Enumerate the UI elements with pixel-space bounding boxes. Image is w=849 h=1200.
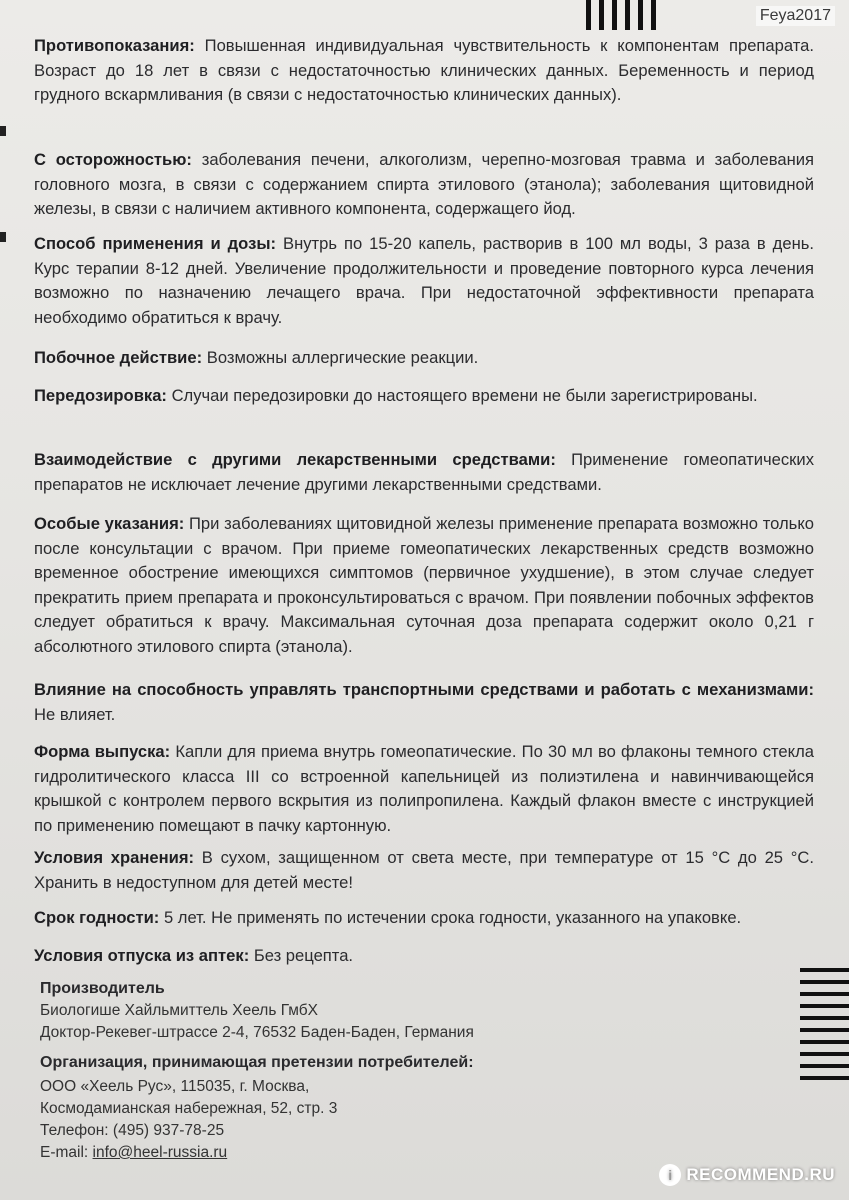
recommend-logo — [659, 1164, 835, 1186]
left-edge-mark — [0, 126, 6, 136]
recommend-logo-icon: i — [659, 1164, 681, 1186]
organization-email-line — [40, 1142, 227, 1164]
recommend-logo-text: RECOMMEND.RU — [686, 1165, 835, 1184]
organization-title: Организация, принимающая претензии потребителей: — [40, 1054, 474, 1071]
section-release-form: Форма выпуска: Капли для приема внутрь гомеопатические. По 30 мл во флаконы темного стекла гидролитического класса III со встроенной капельницей из полиэтилена и навинчивающейся крышкой с контролем первого вскрытия из полипропилена. Каждый флакон вместе с инструкцией по применению помещают в пачку картонную. — [34, 742, 814, 835]
section-special-instructions: Особые указания: При заболеваниях щитовидной железы применение препарата возможно только после консультации с врачом. При приеме гомеопатических лекарственных средств возможно временное обострение имеющихся симптомов (первичное ухудшение), в этом случае следует прекратить прием препарата и проконсультироваться с врачом. При появлении побочных эффектов следует обратиться к врачу. Максимальная суточная доза препарата содержит около 0,21 г абсолютного этилового спирта (этанола). — [34, 514, 815, 656]
email-label: E-mail: — [40, 1144, 93, 1161]
section-overdose: Передозировка: Случаи передозировки до настоящего времени не были зарегистрированы. — [34, 386, 758, 405]
manufacturer-title: Производитель — [40, 980, 165, 997]
section-dosage: Способ применения и дозы: Внутрь по 15-20 капель, растворив в 100 мл воды, 3 раза в день. Курс терапии 8-12 дней. Увеличение продолжительности и проведение повторного курса лечения возможно по назначению лечащего врача. При недостаточной эффективности препарата необходимо обратиться к врачу. — [34, 234, 814, 327]
manufacturer-address: Доктор-Рекевег-штрассе 2-4, 76532 Баден-Баден, Германия — [40, 1024, 474, 1041]
section-storage: Условия хранения: В сухом, защищенном от света месте, при температуре от 15 °С до 25 °С. Хранить в недоступном для детей месте! — [34, 848, 814, 892]
left-edge-mark — [0, 232, 6, 242]
organization-phone: Телефон: (495) 937-78-25 — [40, 1122, 225, 1139]
top-stripes — [586, 0, 666, 30]
organization-line2: Космодамианская набережная, 52, стр. 3 — [40, 1100, 338, 1117]
section-dispensing: Условия отпуска из аптек: Без рецепта. — [34, 946, 354, 965]
section-driving: Влияние на способность управлять транспортными средствами и работать с механизмами: Не влияет. — [34, 680, 814, 724]
section-side-effects: Побочное действие: Возможны аллергические реакции. — [34, 348, 479, 367]
manufacturer-name: Биологише Хайльмиттель Хеель ГмбХ — [40, 1002, 318, 1019]
section-interactions: Взаимодействие с другими лекарственными средствами: Применение гомеопатических препаратов не исключает лечение другими лекарственными средствами. — [34, 450, 814, 494]
organization-line1: ООО «Хеель Рус», 115035, г. Москва, — [40, 1078, 310, 1095]
email-link[interactable]: info@heel-russia.ru — [92, 1144, 228, 1161]
section-caution: С осторожностью: заболевания печени, алкоголизм, черепно-мозговая травма и заболевания головного мозга, в связи с содержанием спирта этилового (этанола); заболевания щитовидной железы, в связи с наличием активного компонента, содержащего йод. — [34, 150, 815, 219]
side-stripes — [800, 968, 849, 1088]
section-shelf-life: Срок годности: 5 лет. Не применять по истечении срока годности, указанного на упаковке. — [34, 908, 742, 927]
section-contraindications: Противопоказания: Повышенная индивидуальная чувствительность к компонентам препарата. Возраст до 18 лет в связи с недостаточностью клинических данных. Беременность и период грудного вскармливания (в связи с недостаточностью клинических данных). — [34, 36, 814, 105]
author-watermark: Feya2017 — [756, 6, 835, 26]
